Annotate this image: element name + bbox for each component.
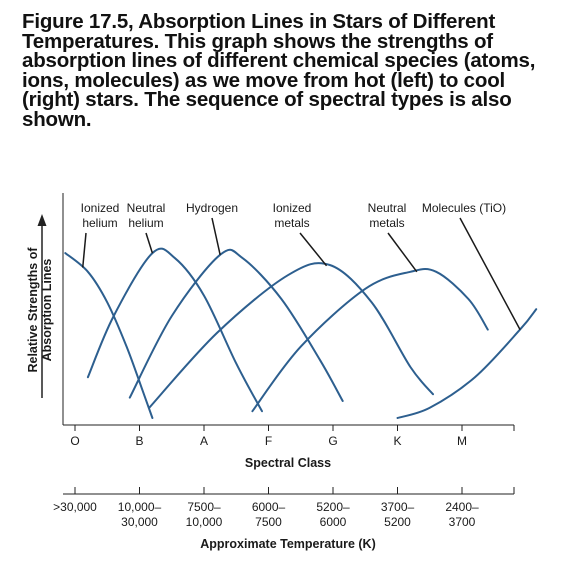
y-axis-title-line-2: Absorption Lines bbox=[40, 258, 54, 362]
class-label-a: A bbox=[199, 434, 209, 448]
y-axis-label-group bbox=[26, 247, 54, 373]
series-lines bbox=[65, 249, 536, 418]
leader-hydrogen bbox=[212, 218, 220, 255]
leader-neutral-helium bbox=[146, 233, 152, 253]
leader-ionized-metals bbox=[300, 233, 327, 266]
series-line-ionized-helium bbox=[65, 253, 152, 418]
temperature-label-2-line-1: 10,000– bbox=[117, 500, 162, 514]
series-line-neutral-helium bbox=[88, 249, 262, 412]
temperature-label-7-line-1: 2400– bbox=[445, 500, 479, 514]
annotation-molecules-tio-line-1: Molecules (TiO) bbox=[421, 201, 507, 215]
series-line-ionized-metals bbox=[149, 263, 433, 408]
temperature-label-4-line-1: 6000– bbox=[251, 500, 286, 514]
series-line-molecules-tio bbox=[398, 309, 537, 418]
spectral-class-axis bbox=[70, 425, 514, 448]
y-axis-arrow-head bbox=[38, 214, 47, 226]
leader-ionized-helium bbox=[83, 233, 86, 268]
leader-neutral-metals bbox=[388, 233, 417, 272]
annotation-neutral-helium-line-1: Neutral bbox=[126, 201, 166, 215]
annotation-neutral-helium-line-2: helium bbox=[128, 216, 164, 230]
temperature-label-5-line-1: 5200– bbox=[316, 500, 350, 514]
temperature-label-2-line-2: 30,000 bbox=[121, 515, 158, 529]
temperature-label-5-line-2: 6000 bbox=[319, 515, 347, 529]
class-label-o: O bbox=[70, 434, 80, 448]
annotation-neutral-metals-line-2: metals bbox=[369, 216, 405, 230]
class-label-g: G bbox=[328, 434, 338, 448]
class-label-b: B bbox=[135, 434, 144, 448]
leader-molecules-tio bbox=[460, 218, 520, 330]
series-line-hydrogen bbox=[130, 250, 343, 401]
x-axis-title: Spectral Class bbox=[244, 456, 332, 470]
temperature-axis-title: Approximate Temperature (K) bbox=[200, 537, 376, 551]
annotation-ionized-helium-line-1: Ionized bbox=[80, 201, 120, 215]
temperature-axis bbox=[53, 487, 514, 529]
figure-caption: Figure 17.5, Absorption Lines in Stars of Different Temperatures. This graph shows the strengths of absorption lines of different chemical species (atoms, ions, molecules) as we move from hot (left) to cool (right) stars. The sequence of spectral types is also shown. bbox=[22, 10, 536, 131]
class-label-m: M bbox=[457, 434, 467, 448]
annotation-ionized-helium-line-2: helium bbox=[82, 216, 118, 230]
y-axis-title-line-1: Relative Strengths of bbox=[26, 247, 40, 373]
temperature-label-6-line-2: 5200 bbox=[384, 515, 411, 529]
class-label-k: K bbox=[393, 434, 402, 448]
temperature-label-4-line-2: 7500 bbox=[255, 515, 282, 529]
temperature-label-6-line-1: 3700– bbox=[380, 500, 415, 514]
annotation-hydrogen-line-1: Hydrogen bbox=[185, 201, 239, 215]
series-line-neutral-metals bbox=[252, 269, 487, 411]
temperature-label-3-line-1: 7500– bbox=[187, 500, 221, 514]
temperature-label-3-line-2: 10,000 bbox=[185, 515, 223, 529]
temperature-label-1-line-1: >30,000 bbox=[53, 500, 97, 514]
series-annotations bbox=[81, 201, 520, 330]
annotation-neutral-metals-line-1: Neutral bbox=[367, 201, 407, 215]
class-label-f: F bbox=[264, 434, 273, 448]
annotation-ionized-metals-line-1: Ionized bbox=[272, 201, 312, 215]
annotation-ionized-metals-line-2: metals bbox=[274, 216, 310, 230]
temperature-label-7-line-2: 3700 bbox=[448, 515, 476, 529]
